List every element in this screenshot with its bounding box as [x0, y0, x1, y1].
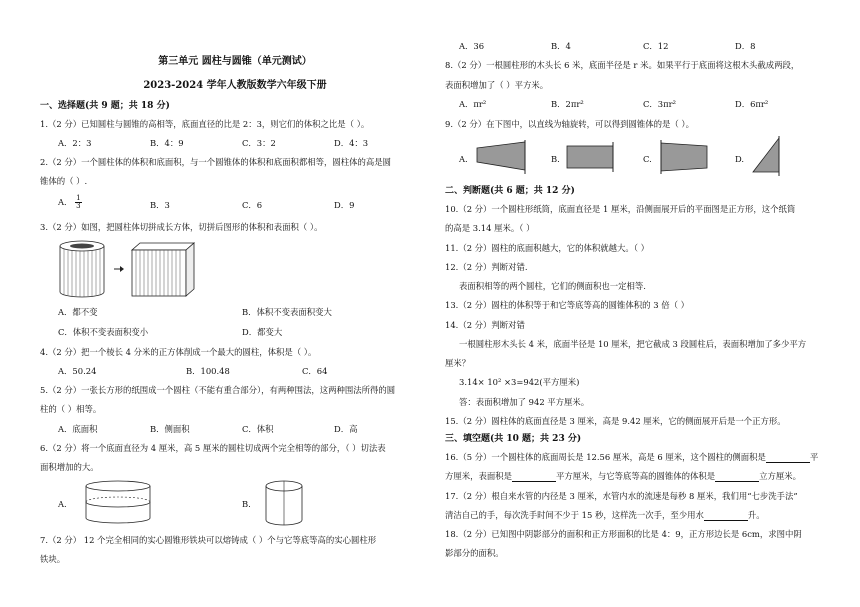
q2-option-b[interactable]: B．3 [150, 200, 170, 210]
question-13: 13.（2 分）圆柱的体积等于和它等底等高的圆锥体积的 3 倍（ ） [445, 300, 689, 310]
triangle-shape-d [749, 136, 789, 178]
question-14-calculation: 3.14× 10² ×3=942(平方厘米) [459, 377, 580, 387]
q9-option-a[interactable]: A. [459, 154, 468, 164]
question-14-line3: 厘米？ [445, 358, 471, 368]
cylinder-vertical-cut-figure [262, 480, 312, 526]
question-17-line1: 17.（2 分）根自来水管的内径是 3 厘米，水管内水的流速是每秒 8 厘米，我们用“七步洗手法” [445, 491, 798, 501]
question-2-line1: 2.（2 分）一个圆柱体的体积和底面积，与一个圆锥体的体积和底面积都相等，圆柱体的高是圆 [40, 157, 391, 167]
question-18-line2: 影部分的面积。 [445, 548, 504, 558]
question-10-line1: 10.（2 分）一个圆柱形纸筒，底面直径是 1 厘米，沿侧面展开后的平面图是正方形，这个纸筒 [445, 204, 796, 214]
question-14-line2: 一根圆柱形木头长 4 米，底面半径是 10 厘米，把它截成 3 段圆柱后，表面积增加了多少平方 [459, 339, 807, 349]
question-8-line2: 表面积增加了（ ）平方米。 [445, 80, 549, 90]
q3-option-a[interactable]: A．都不变 [58, 307, 98, 317]
question-3: 3.（2 分）如图，把圆柱体切拼成长方体，切拼后图形的体积和表面积（ ）。 [40, 222, 323, 232]
fraction: $\frac{1}{3}$ [76, 194, 81, 210]
cylinder-to-cuboid-figure [58, 240, 208, 300]
q5-option-d[interactable]: D．高 [334, 424, 358, 434]
page-title: 第三单元 圆柱与圆锥（单元测试） [158, 56, 312, 67]
q7-option-d[interactable]: D．8 [735, 41, 756, 51]
q3-option-c[interactable]: C．体积不变表面积变小 [58, 327, 149, 337]
q6-option-b[interactable]: B. [242, 499, 251, 509]
q8-option-a[interactable]: A．πr² [459, 99, 487, 109]
trapezoid-shape-c [659, 140, 714, 176]
q4-option-c[interactable]: C．64 [302, 366, 328, 376]
question-16-line2: 方厘米，表面积是 平方厘米，与它等底等高的圆锥体的体积是 立方厘米。 [445, 471, 801, 481]
question-7-line1: 7.（2 分） 12 个完全相同的实心圆锥形铁块可以熔铸成（ ）个与它等底等高的实心圆柱形 [40, 535, 377, 545]
question-14-answer: 答：表面积增加了 942 平方厘米。 [459, 397, 590, 407]
question-6-line1: 6.（2 分）将一个底面直径为 4 厘米，高 5 厘米的圆柱切成两个完全相等的部分，（ ）切法表 [40, 443, 386, 453]
q5-option-b[interactable]: B．侧面积 [150, 424, 190, 434]
question-18-line1: 18.（2 分）已知图中阴影部分的面积和正方形面积的比是 4：9，正方形边长是 6cm，求图中阴 [445, 529, 802, 539]
question-4: 4.（2 分）把一个棱长 4 分米的正方体削成一个最大的圆柱，体积是（ ）。 [40, 347, 317, 357]
q1-option-c[interactable]: C．3：2 [242, 138, 276, 148]
q16-blank-1[interactable] [766, 454, 810, 463]
q1-option-d[interactable]: D．4：3 [334, 138, 369, 148]
q17-blank[interactable] [704, 512, 748, 521]
question-2-line2: 锥体的（ ）. [40, 176, 88, 186]
q7-option-a[interactable]: A．36 [459, 41, 485, 51]
q4-option-a[interactable]: A．50.24 [58, 366, 97, 376]
question-5-line1: 5.（2 分）一张长方形的纸围成一个圆柱（不能有重合部分），有两种围法，这两种围法所得的圆 [40, 385, 396, 395]
section-judge-heading: 二、判断题(共 6 题；共 12 分) [445, 186, 575, 196]
q7-option-c[interactable]: C．12 [643, 41, 669, 51]
q5-option-c[interactable]: C．体积 [242, 424, 274, 434]
q3-option-d[interactable]: D．都变大 [242, 327, 283, 337]
question-10-line2: 的高是 3.14 厘米。（ ） [445, 223, 535, 233]
question-14-line1: 14.（2 分）判断对错 [445, 320, 525, 330]
question-17-line2: 清洁自己的手，每次洗手时间不少于 15 秒，这样洗一次手，至少用水 升。 [445, 510, 765, 520]
section-fill-heading: 三、填空题(共 10 题；共 23 分) [445, 434, 582, 444]
q6-option-a[interactable]: A. [58, 499, 67, 509]
q9-option-b[interactable]: B. [551, 154, 560, 164]
q9-option-c[interactable]: C. [643, 154, 652, 164]
trapezoid-shape-a [475, 140, 530, 176]
question-1: 1.（2 分）已知圆柱与圆锥的高相等，底面直径的比是 2：3，则它们的体积之比是（ ）。 [40, 119, 370, 129]
question-6-line2: 面积增加的大。 [40, 462, 99, 472]
question-11: 11.（2 分）圆柱的底面积越大，它的体积就越大。（ ） [445, 243, 650, 253]
q4-option-b[interactable]: B．100.48 [186, 366, 230, 376]
cylinder-horizontal-cut-figure [84, 480, 164, 524]
q2-option-a[interactable]: A． $\frac{1}{3}$ [58, 194, 81, 210]
q16-blank-2[interactable] [512, 473, 556, 482]
q7-option-b[interactable]: B．4 [551, 41, 571, 51]
page-subtitle: 2023-2024 学年人教版数学六年级下册 [143, 80, 327, 91]
question-9: 9.（2 分）在下图中，以直线为轴旋转，可以得到圆锥体的是（ ）。 [445, 119, 694, 129]
rectangle-shape-b [565, 140, 620, 176]
q8-option-b[interactable]: B．2πr² [551, 99, 584, 109]
question-15: 15.（2 分）圆柱体的底面直径是 3 厘米，高是 9.42 厘米，它的侧面展开后是一个正方形。 [445, 416, 786, 426]
q1-option-a[interactable]: A．2：3 [58, 138, 92, 148]
q16-blank-3[interactable] [715, 473, 759, 482]
q5-option-a[interactable]: A．底面积 [58, 424, 98, 434]
q9-option-d[interactable]: D. [735, 154, 745, 164]
question-16-line1: 16.（5 分）一个圆柱体的底面周长是 12.56 厘米，高是 6 厘米，这个圆柱的侧面积是 平 [445, 452, 819, 462]
question-12-line2: 表面积相等的两个圆柱，它们的侧面积也一定相等. [459, 281, 646, 291]
q8-option-d[interactable]: D．6πr² [735, 99, 769, 109]
question-7-line2: 铁块。 [40, 554, 66, 564]
q8-option-c[interactable]: C．3πr² [643, 99, 676, 109]
section-choice-heading: 一、选择题(共 9 题；共 18 分) [40, 101, 170, 111]
q1-option-b[interactable]: B．4：9 [150, 138, 184, 148]
question-12-line1: 12.（2 分）判断对错. [445, 262, 528, 272]
q2-option-c[interactable]: C．6 [242, 200, 263, 210]
question-8-line1: 8.（2 分）一根圆柱形的木头长 6 米，底面半径是 r 米。如果平行于底面将这根木头截成两段， [445, 60, 800, 70]
q2-option-d[interactable]: D．9 [334, 200, 355, 210]
question-5-line2: 柱的（ ）相等。 [40, 404, 102, 414]
q3-option-b[interactable]: B．体积不变表面积变大 [242, 307, 332, 317]
